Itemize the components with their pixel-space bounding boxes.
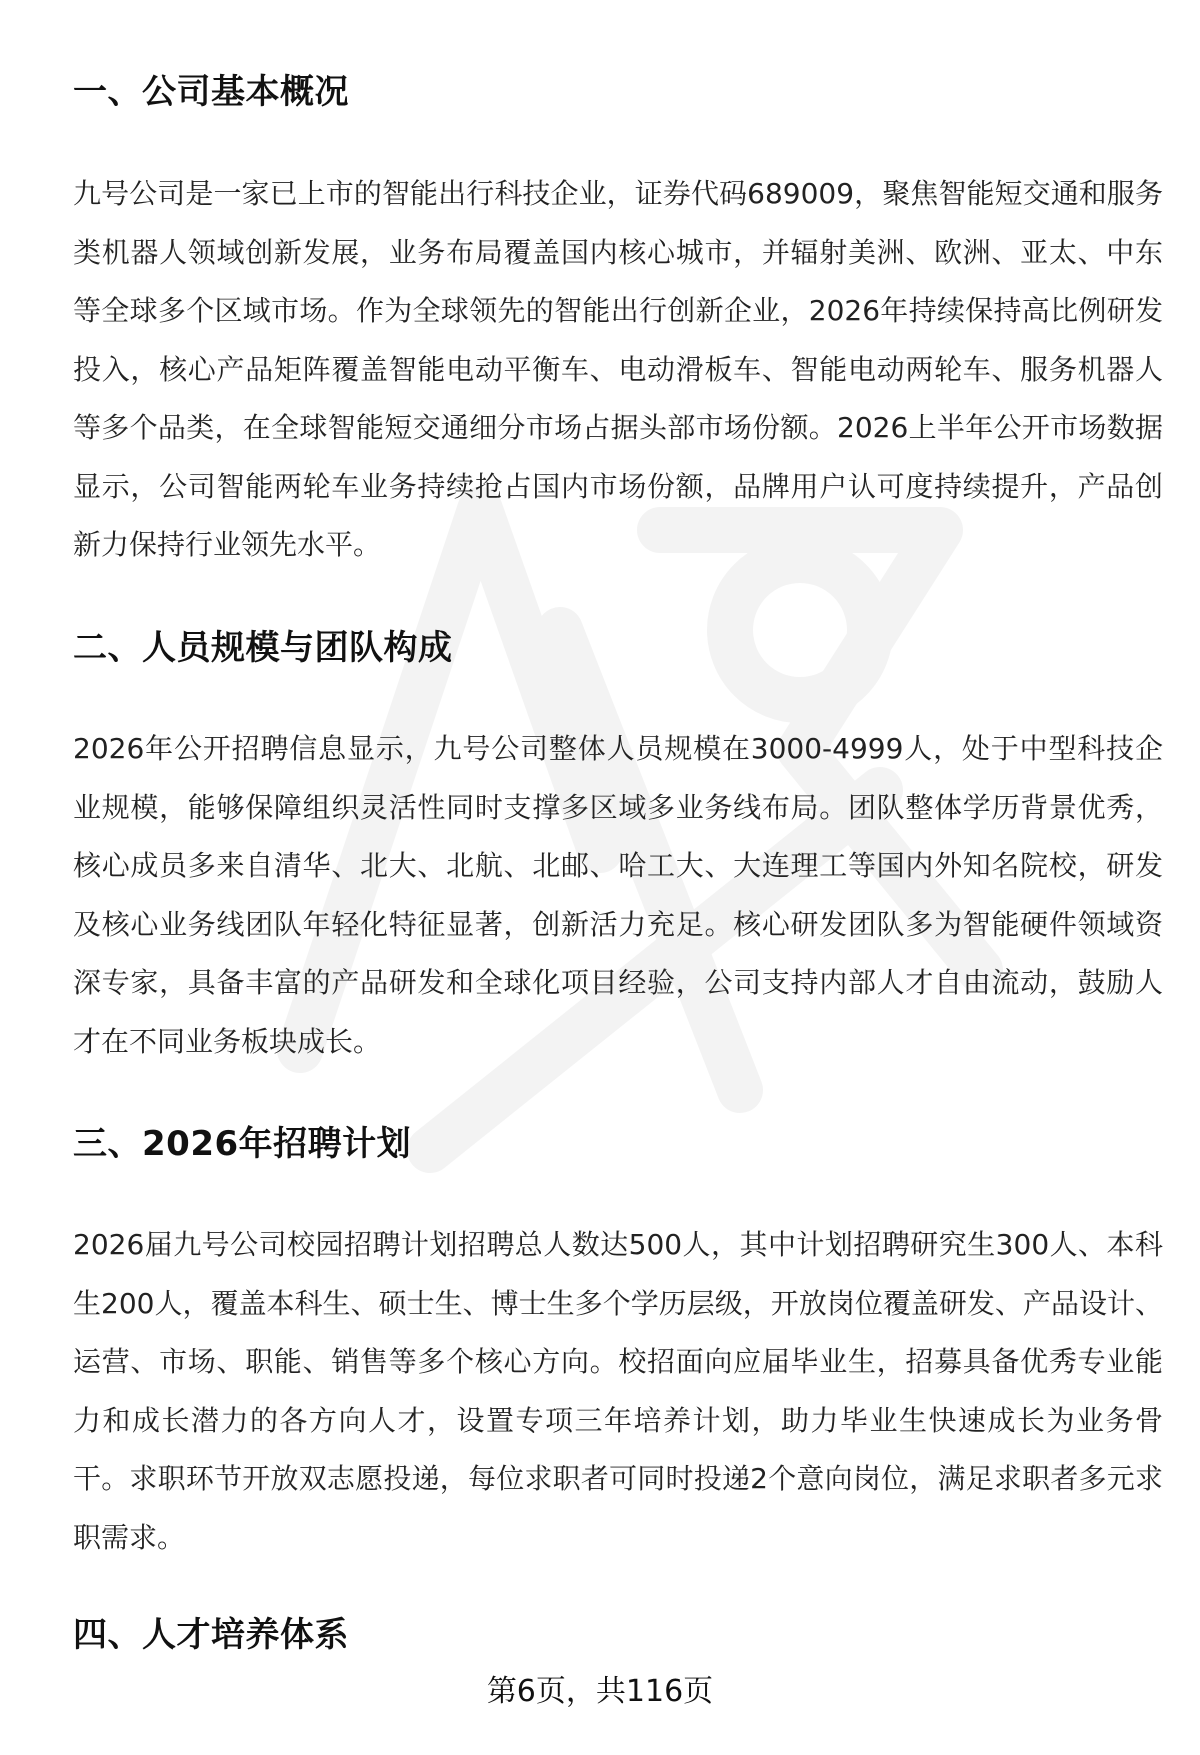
page-number: 第6页，共116页 [486,1674,714,1709]
section-paragraph: 2026届九号公司校园招聘计划招聘总人数达500人，其中计划招聘研究生300人、本科生200人，覆盖本科生、硕士生、博士生多个学历层级，开放岗位覆盖研发、产品设计、运营、市场、职能、销售等多个核心方向。校招面向应届毕业生，招募具备优秀专业能力和成长潜力的各方向人才，设置专项三年培养计划，助力毕业生快速成长为业务骨干。求职环节开放双志愿投递，每位求职者可同时投递2个意向岗位，满足求职者多元求职需求。 [73,1228,1163,1554]
section-paragraph: 九号公司是一家已上市的智能出行科技企业，证券代码689009，聚焦智能短交通和服务类机器人领域创新发展，业务布局覆盖国内核心城市，并辐射美洲、欧洲、亚太、中东等全球多个区域市场。作为全球领先的智能出行创新企业，2026年持续保持高比例研发投入，核心产品矩阵覆盖智能电动平衡车、电动滑板车、智能电动两轮车、服务机器人等多个品类，在全球智能短交通细分市场占据头部市场份额。2026上半年公开市场数据显示，公司智能两轮车业务持续抢占国内市场份额，品牌用户认可度持续提升，产品创新力保持行业领先水平。 [73,177,1163,561]
section-paragraph: 2026年公开招聘信息显示，九号公司整体人员规模在3000-4999人，处于中型科技企业规模，能够保障组织灵活性同时支撑多区域多业务线布局。团队整体学历背景优秀，核心成员多来自清华、北大、北航、北邮、哈工大、大连理工等国内外知名院校，研发及核心业务线团队年轻化特征显著，创新活力充足。核心研发团队多为智能硬件领域资深专家，具备丰富的产品研发和全球化项目经验，公司支持内部人才自由流动，鼓励人才在不同业务板块成长。 [73,732,1163,1058]
section-heading: 四、人才培养体系 [73,1615,349,1655]
section-heading: 二、人员规模与团队构成 [73,628,453,668]
section-heading: 一、公司基本概况 [73,72,349,112]
section-heading: 三、2026年招聘计划 [73,1124,412,1164]
